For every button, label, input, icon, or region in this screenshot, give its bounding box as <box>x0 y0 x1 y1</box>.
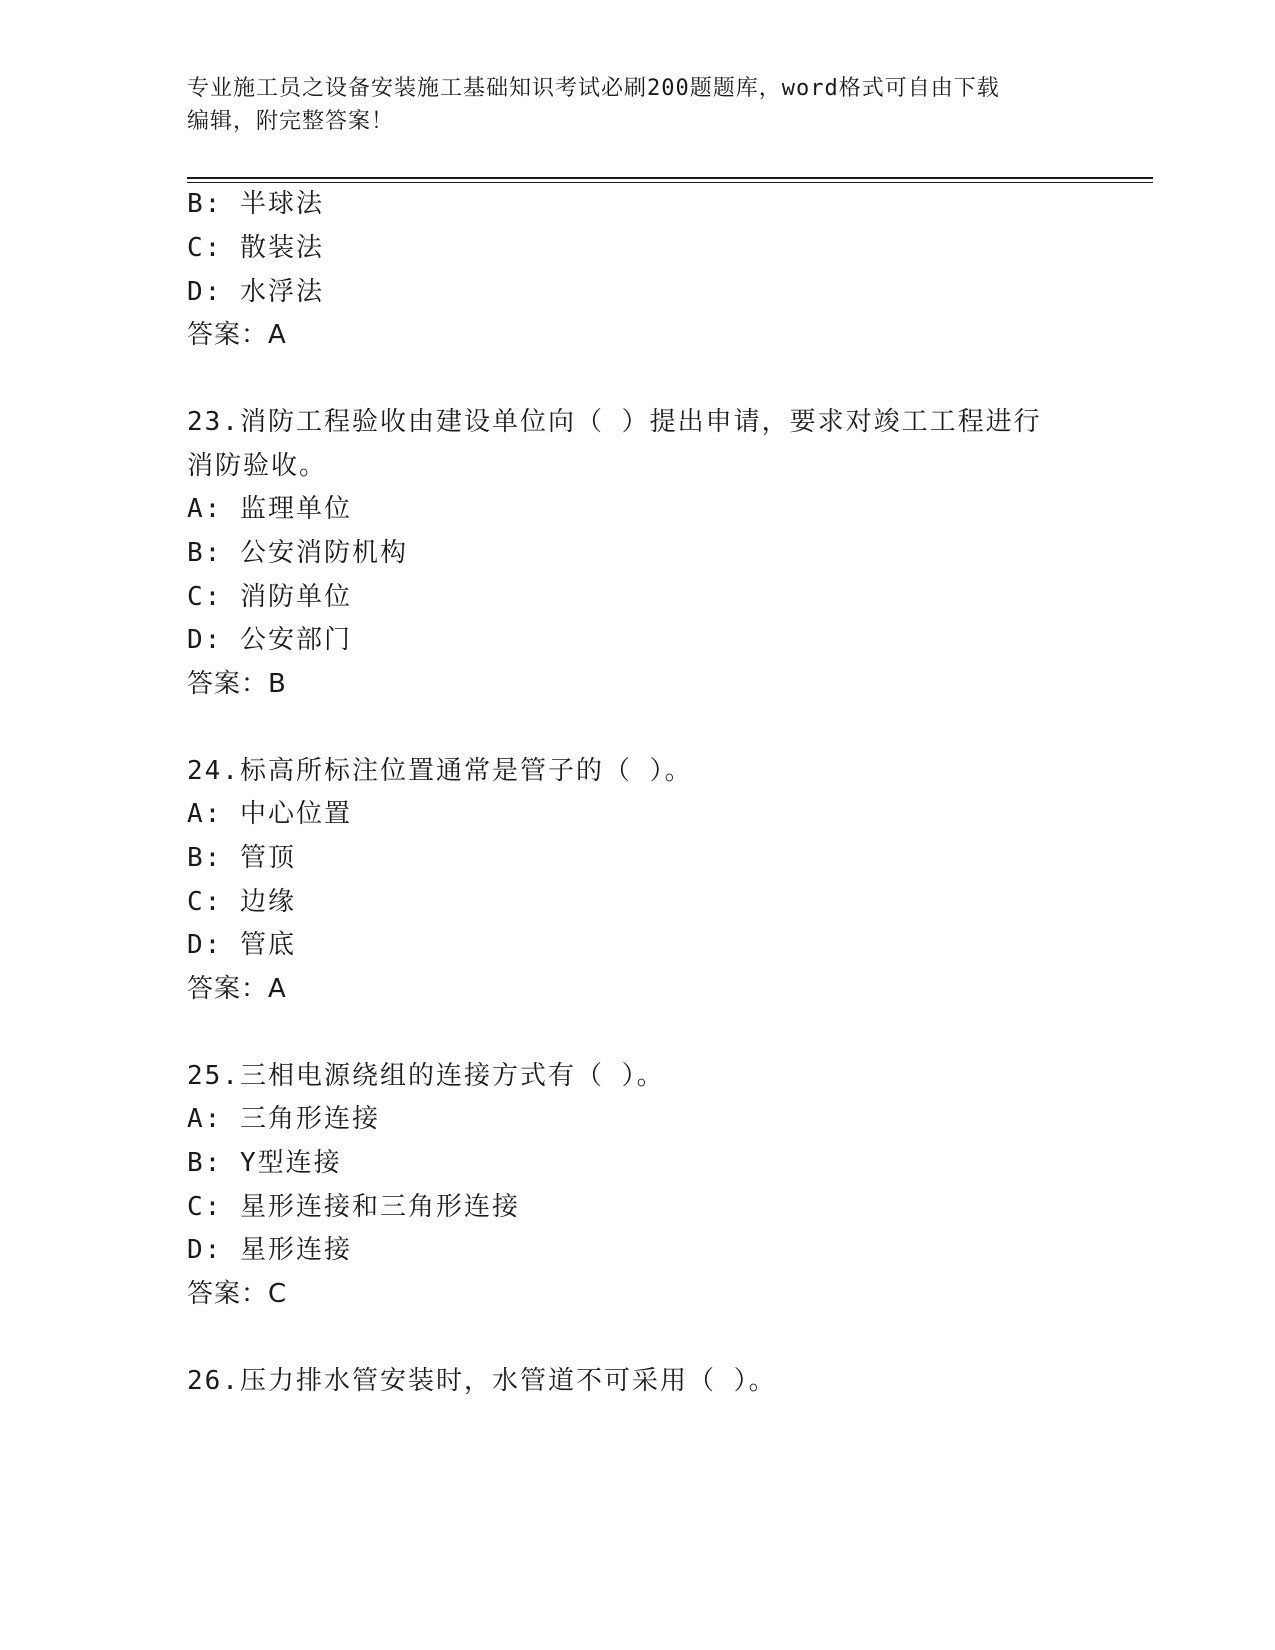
q22-option-c: C: 散装法 <box>187 233 324 263</box>
q25-option-c: C: 星形连接和三角形连接 <box>187 1192 520 1222</box>
q24-option-b: B: 管顶 <box>187 843 296 873</box>
header-title-line-2: 编辑，附完整答案！ <box>187 109 395 134</box>
q25-option-d: D: 星形连接 <box>187 1235 352 1265</box>
q25-option-a: A: 三角形连接 <box>187 1104 380 1134</box>
q24-option-c: C: 边缘 <box>187 887 296 917</box>
q22-option-d: D: 水浮法 <box>187 277 324 307</box>
header-divider-thick <box>187 177 1153 179</box>
q23-option-b: B: 公安消防机构 <box>187 538 408 568</box>
header-divider-thin <box>187 182 1153 183</box>
page-header <box>187 72 1087 138</box>
q23-option-c: C: 消防单位 <box>187 582 352 612</box>
q24-answer: 答案：A <box>187 974 287 1004</box>
q23-answer: 答案：B <box>187 669 287 699</box>
q23-option-d: D: 公安部门 <box>187 625 352 655</box>
q23-question-cont: 消防验收。 <box>187 451 328 481</box>
q22-answer: 答案：A <box>187 320 287 350</box>
q22-option-b: B: 半球法 <box>187 189 324 219</box>
q23-question: 23.消防工程验收由建设单位向（ ）提出申请，要求对竣工工程进行 <box>187 407 1042 437</box>
q26-question: 26.压力排水管安装时，水管道不可采用（ ）。 <box>187 1366 777 1396</box>
q25-answer: 答案：C <box>187 1279 288 1309</box>
q24-option-a: A: 中心位置 <box>187 799 352 829</box>
q23-option-a: A: 监理单位 <box>187 494 352 524</box>
header-title-line-1: 专业施工员之设备安装施工基础知识考试必刷200题题库，word格式可自由下载 <box>187 76 1000 101</box>
q25-option-b: B: Y型连接 <box>187 1148 342 1178</box>
q24-question: 24.标高所标注位置通常是管子的（ ）。 <box>187 756 693 786</box>
q24-option-d: D: 管底 <box>187 930 296 960</box>
q25-question: 25.三相电源绕组的连接方式有（ ）。 <box>187 1061 665 1091</box>
